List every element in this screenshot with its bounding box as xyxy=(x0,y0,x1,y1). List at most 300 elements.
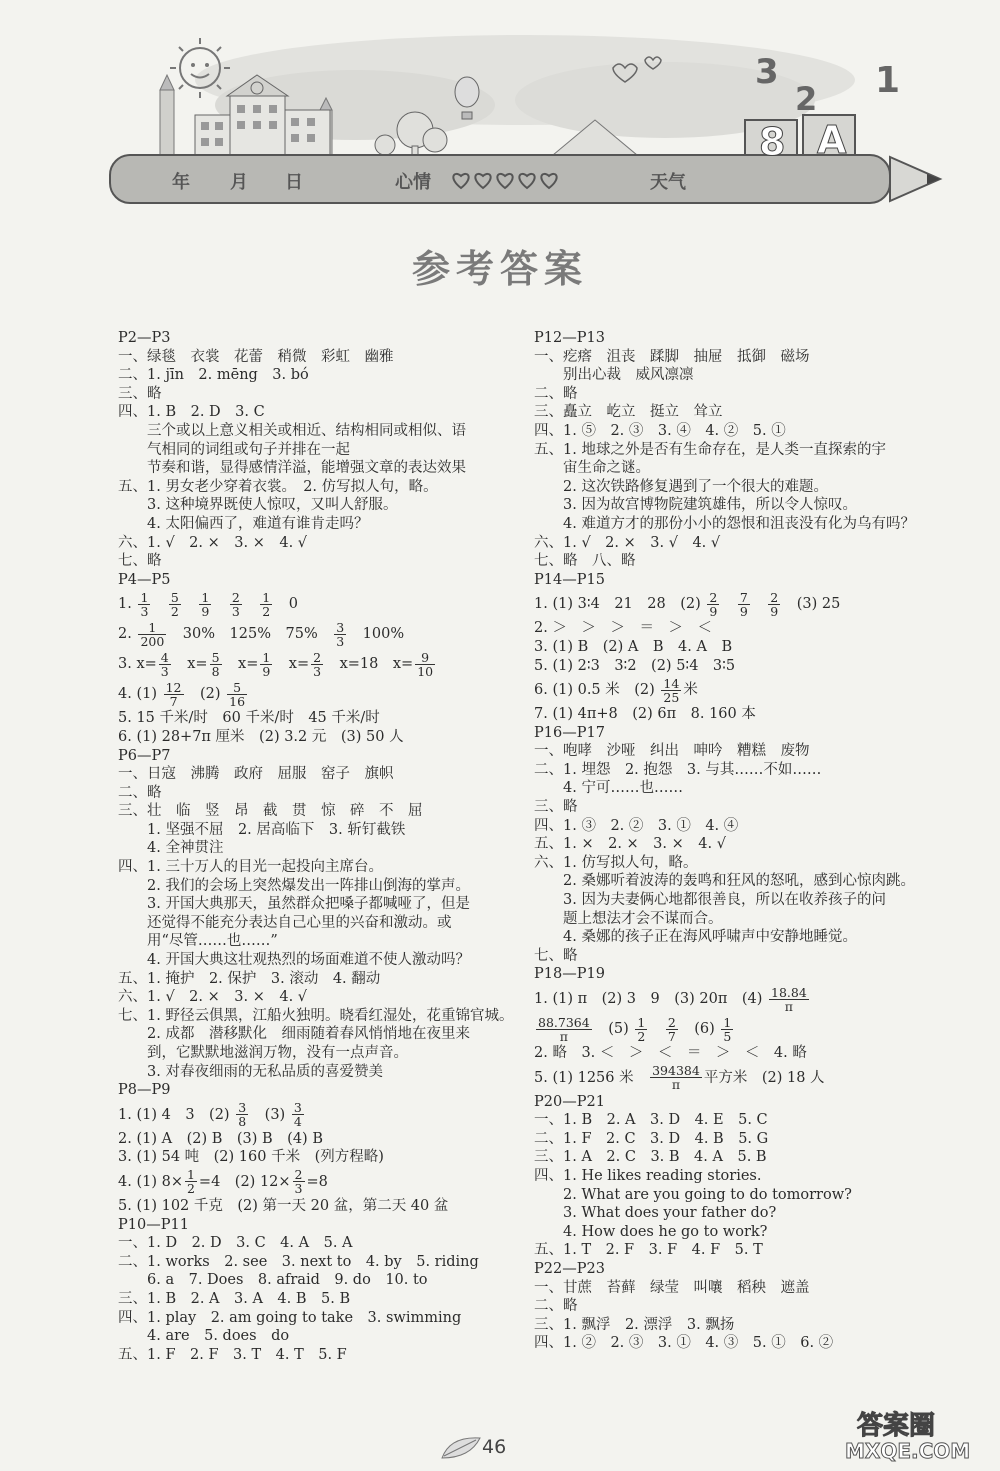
fraction-denominator: 3 xyxy=(160,663,169,679)
answer-text xyxy=(244,596,259,612)
answer-line xyxy=(534,798,954,817)
fraction xyxy=(707,591,719,618)
answer-line xyxy=(534,422,954,441)
answer-text: 2. 略 3. ＜ ＞ ＜ ＝ ＞ ＜ 4. 略 xyxy=(534,1045,807,1061)
fraction-numerator: 3 xyxy=(238,1100,247,1116)
answer-line xyxy=(534,1148,954,1167)
answer-line xyxy=(534,928,954,947)
watermark xyxy=(845,1405,995,1467)
answer-text: 一、绿毯 衣裳 花蕾 稍微 彩虹 幽雅 xyxy=(118,348,394,365)
answer-text: 4. 太阳偏西了，难道有谁肯走吗？ xyxy=(118,515,369,532)
answer-line xyxy=(118,1327,528,1346)
mood-label: 心情 xyxy=(395,172,431,193)
answer-text: x=18 x= xyxy=(325,656,414,673)
answer-text: 四、1. ② 2. ③ 3. ① 4. ③ 5. ① 6. ② xyxy=(534,1335,834,1352)
fraction-denominator: 200 xyxy=(140,633,165,649)
answer-line xyxy=(534,1014,954,1044)
answer-line xyxy=(534,385,954,404)
fraction-numerator: 1 xyxy=(138,621,166,635)
answer-line xyxy=(118,914,528,933)
fraction xyxy=(164,681,184,708)
answer-text: 别出心裁 威风凛凛 xyxy=(534,367,694,384)
answer-text: 三、1. A 2. C 3. B 4. A 5. B xyxy=(534,1149,767,1166)
answer-text: P16—P17 xyxy=(534,724,605,741)
answer-line xyxy=(118,895,528,914)
fraction xyxy=(768,591,780,618)
answer-text xyxy=(152,596,167,612)
answer-text: 1. xyxy=(118,596,137,613)
answer-text: 二、1. F 2. C 3. D 4. B 5. G xyxy=(534,1130,769,1147)
fraction-numerator: 1 xyxy=(637,1014,646,1030)
answer-text: 三、1. B 2. A 3. A 4. B 5. B xyxy=(118,1290,351,1307)
answer-text xyxy=(183,596,198,612)
answer-text: 二、略 xyxy=(118,784,162,801)
answer-line xyxy=(118,459,528,478)
answer-text: P20—P21 xyxy=(534,1093,605,1110)
fraction-denominator: 9 xyxy=(709,603,718,619)
answer-text: 2. xyxy=(118,626,137,643)
answer-text: x= xyxy=(223,656,259,673)
answer-line xyxy=(534,779,954,798)
answer-text xyxy=(721,596,736,612)
answer-line xyxy=(118,1234,528,1253)
answer-text: =4 (2) 12× xyxy=(198,1173,291,1190)
answer-text: 2. What are you going to do tomorrow? xyxy=(534,1186,852,1203)
fraction xyxy=(769,986,809,1013)
answer-text: 4. 桑娜的孩子正在海风呼啸声中安静地睡觉。 xyxy=(534,929,857,946)
fraction-numerator: 2 xyxy=(667,1014,676,1030)
answer-text: 五、1. F 2. F 3. T 4. T 5. F xyxy=(118,1346,347,1363)
fraction-denominator: 3 xyxy=(313,663,322,679)
fraction xyxy=(138,591,150,618)
answer-line xyxy=(118,366,528,385)
answer-text: 2. 我们的会场上突然爆发出一阵排山倒海的掌声。 xyxy=(118,877,470,894)
answer-text: 四、1. play 2. am going to take 3. swimming xyxy=(118,1309,462,1326)
answer-line xyxy=(534,571,954,590)
answer-text xyxy=(213,596,228,612)
page-number: 46 xyxy=(482,1436,507,1458)
answer-line xyxy=(534,1167,954,1186)
answer-text: 五、1. T 2. F 3. F 4. F 5. T xyxy=(534,1242,763,1259)
answer-text xyxy=(752,596,767,612)
answer-text: P18—P19 xyxy=(534,966,605,983)
fraction-numerator: 18.84 xyxy=(771,984,807,1000)
answer-line xyxy=(534,638,954,657)
answer-text: 气相同的词组或句子并排在一起 xyxy=(118,441,350,458)
answer-text: P14—P15 xyxy=(534,571,605,588)
answer-text: (2) xyxy=(185,686,226,703)
answer-line xyxy=(534,1204,954,1223)
answer-text: 五、1. 地球之外是否有生命存在，是人类一直探索的宇 xyxy=(534,441,886,458)
answer-line xyxy=(534,619,954,638)
fraction xyxy=(738,591,750,618)
answer-line xyxy=(534,459,954,478)
answer-text: 4. 开国大典这壮观热烈的场面难道不使人激动吗？ xyxy=(118,952,470,969)
answer-text: 四、1. ⑤ 2. ③ 3. ④ 4. ② 5. ① xyxy=(534,422,786,439)
answer-text: 7. (1) 4π+8 (2) 6π 8. 160 本 xyxy=(534,706,756,723)
fraction xyxy=(311,651,323,678)
answer-text: 用“尽管……也……” xyxy=(118,933,278,950)
answer-text: 六、1. √ 2. × 3. × 4. √ xyxy=(118,534,308,551)
answer-text: 3. 这种境界既使人惊叹，又叫人舒服。 xyxy=(118,497,398,514)
fraction-denominator: 7 xyxy=(667,1028,676,1044)
fraction-denominator: 10 xyxy=(417,663,434,679)
answer-line xyxy=(534,761,954,780)
answer-text: 一、咆哮 沙哑 纠出 呻吟 糟糕 废物 xyxy=(534,743,810,760)
answer-text: 100% xyxy=(348,626,405,643)
answer-text: 三个或以上意义相关或相近、结构相同或相似、语 xyxy=(118,422,466,439)
fraction xyxy=(536,1016,592,1043)
fraction-denominator: 8 xyxy=(238,1114,247,1130)
answer-text: 3. What does your father do? xyxy=(534,1205,777,1222)
fraction-denominator: 3 xyxy=(231,603,240,619)
answer-line xyxy=(534,705,954,724)
page-title: 参考答案 xyxy=(411,247,588,291)
fraction-numerator: 1 xyxy=(262,649,271,665)
fraction-numerator: 1 xyxy=(186,1167,195,1183)
answer-text: 四、1. ③ 2. ② 3. ① 4. ④ xyxy=(534,817,739,834)
answer-line xyxy=(534,1063,954,1093)
answer-text: 还觉得不能充分表达自己心里的兴奋和激动。或 xyxy=(118,914,452,931)
fraction-numerator: 3 xyxy=(293,1100,302,1116)
answer-text: 四、1. B 2. D 3. C xyxy=(118,404,265,421)
answer-line xyxy=(534,589,954,619)
answer-text: 三、1. 飘浮 2. 漂浮 3. 飘扬 xyxy=(534,1316,735,1333)
answer-line xyxy=(118,1271,528,1290)
answer-text: 七、1. 野径云俱黑，江船火独明。晓看红湿处，花重锦官城。 xyxy=(118,1007,514,1024)
answer-text: 2. ＞ ＞ ＞ ＝ ＞ ＜ xyxy=(534,620,712,637)
answer-line xyxy=(118,932,528,951)
fraction-denominator: 5 xyxy=(723,1028,732,1044)
answer-text: 5. 15 千米/时 60 千米/时 45 千米/时 xyxy=(118,710,380,727)
answer-text: 米 xyxy=(683,682,698,699)
fraction-denominator: 2 xyxy=(186,1181,195,1197)
leaf-decoration-icon xyxy=(440,1432,482,1466)
answer-text: 平方米 (2) 18 人 xyxy=(703,1069,825,1086)
month-label: 月 xyxy=(230,172,248,193)
fraction-numerator: 2 xyxy=(709,589,718,605)
fraction-numerator: 9 xyxy=(415,651,435,665)
answer-text: 1. (1) 3∶4 21 28 (2) xyxy=(534,596,706,613)
answer-line xyxy=(118,1309,528,1328)
answer-line xyxy=(118,515,528,534)
answer-line xyxy=(118,1007,528,1026)
answer-text: 三、略 xyxy=(118,385,162,402)
answer-text: P2—P3 xyxy=(118,330,171,346)
answer-line xyxy=(534,872,954,891)
fraction-numerator: 1 xyxy=(201,589,210,605)
answer-line xyxy=(118,747,528,766)
answer-line xyxy=(534,1334,954,1353)
fraction-numerator: 2 xyxy=(770,589,779,605)
answer-text: P4—P5 xyxy=(118,571,171,588)
answer-text: 四、1. 三十万人的目光一起投向主席台。 xyxy=(118,859,383,876)
answer-text: 2. 桑娜听着波涛的轰鸣和狂风的怒吼，感到心惊肉跳。 xyxy=(534,873,915,890)
answer-text: 五、1. 男女老少穿着衣裳。 2. 仿写拟人句，略。 xyxy=(118,478,438,495)
fraction-numerator: 88.7364 xyxy=(538,1014,590,1030)
answer-text: 5. (1) 2∶3 3∶2 (2) 5∶4 3∶5 xyxy=(534,657,736,674)
weather-label: 天气 xyxy=(650,172,686,193)
fraction xyxy=(236,1101,248,1128)
answer-text: 一、日寇 沸腾 政府 屈服 窑子 旗帜 xyxy=(118,766,394,783)
answer-line xyxy=(534,1316,954,1335)
fraction-denominator: π xyxy=(671,1077,681,1093)
answer-text: 七、略 xyxy=(118,553,162,570)
fraction-denominator: 2 xyxy=(262,603,271,619)
answer-line xyxy=(118,552,528,571)
fraction-denominator: π xyxy=(559,1028,568,1044)
answer-text: 3. 因为故宫博物院建筑雄伟，所以令人惊叹。 xyxy=(534,497,857,514)
answer-text: 2. 成都 潜移默化 细雨随着春风悄悄地在夜里来 xyxy=(118,1026,470,1043)
answer-text: 一、1. D 2. D 3. C 4. A 5. A xyxy=(118,1235,353,1252)
watermark-url: MXQE.COM xyxy=(845,1439,971,1463)
fraction xyxy=(650,1064,702,1091)
fraction-numerator: 5 xyxy=(211,649,220,665)
answer-line xyxy=(118,1044,528,1063)
block-number: 8 xyxy=(759,120,786,164)
fraction-denominator: 9 xyxy=(770,603,779,619)
answer-text: 到，它默默地滋润万物，没有一点声音。 xyxy=(118,1045,408,1061)
day-label: 日 xyxy=(285,172,303,193)
answer-line xyxy=(534,478,954,497)
answer-line xyxy=(118,765,528,784)
fraction-numerator: 1 xyxy=(262,589,271,605)
answer-text: 4. (1) xyxy=(118,686,162,703)
answer-text: 4. (1) 8× xyxy=(118,1173,183,1190)
answer-line xyxy=(534,366,954,385)
answer-text: 六、1. √ 2. × 3. × 4. √ xyxy=(118,989,308,1006)
answer-line xyxy=(534,675,954,705)
answer-text: 3. 开国大典那天，虽然群众把嗓子都喊哑了，但是 xyxy=(118,896,470,913)
answer-line xyxy=(118,1148,528,1167)
answer-line xyxy=(534,910,954,929)
answer-line xyxy=(118,877,528,896)
answer-text: 3. 因为夫妻俩心地都很善良，所以在收养孩子的问 xyxy=(534,892,886,909)
answer-line xyxy=(534,947,954,966)
fraction xyxy=(260,651,272,678)
answer-text: 三、矗立 屹立 挺立 耸立 xyxy=(534,404,723,421)
answer-line xyxy=(534,1241,954,1260)
answer-text: 一、甘蔗 苔藓 绿莹 叫嚷 稻秧 遮盖 xyxy=(534,1279,810,1296)
fraction-denominator: 9 xyxy=(201,603,210,619)
answer-line xyxy=(118,589,528,619)
answer-line xyxy=(534,348,954,367)
answer-text: 3. (1) B (2) A B 4. A B xyxy=(534,638,733,655)
fraction xyxy=(666,1016,678,1043)
answer-line xyxy=(118,1290,528,1309)
answer-line xyxy=(118,1130,528,1149)
answer-text: 七、略 xyxy=(534,947,578,964)
fraction-denominator: 9 xyxy=(262,663,271,679)
answer-line xyxy=(534,1111,954,1130)
answer-text: x= xyxy=(274,656,310,673)
answer-line xyxy=(118,951,528,970)
fraction-numerator: 12 xyxy=(165,679,182,695)
fraction-denominator: 9 xyxy=(739,603,748,619)
answer-text: 四、1. He likes reading stories. xyxy=(534,1167,762,1184)
answer-text: 二、略 xyxy=(534,385,578,402)
mood-hearts xyxy=(450,168,560,194)
answer-line xyxy=(118,1100,528,1130)
answer-text: 五、1. 掩护 2. 保护 3. 滚动 4. 翻动 xyxy=(118,970,381,987)
answer-line xyxy=(118,1025,528,1044)
answer-line xyxy=(118,348,528,367)
answer-line xyxy=(534,1260,954,1279)
answer-line xyxy=(534,515,954,534)
fraction xyxy=(199,591,211,618)
fraction-denominator: 2 xyxy=(637,1028,646,1044)
answer-text: P8—P9 xyxy=(118,1082,171,1099)
watermark-glyphs: 答案圈 xyxy=(857,1411,936,1441)
answer-text: 3. 对春夜细雨的无私品质的喜爱赞美 xyxy=(118,1063,383,1080)
answer-line xyxy=(118,784,528,803)
answer-line xyxy=(118,802,528,821)
fraction xyxy=(169,591,181,618)
answer-text: 6. (1) 28+7π 厘米 (2) 3.2 元 (3) 50 人 xyxy=(118,728,404,745)
answer-line xyxy=(534,854,954,873)
sun-icon xyxy=(170,38,230,98)
answer-text: 6. a 7. Does 8. afraid 9. do 10. to xyxy=(118,1272,428,1289)
fraction xyxy=(661,677,681,704)
fraction-denominator: 8 xyxy=(211,663,220,679)
fraction xyxy=(292,1101,304,1128)
answer-line xyxy=(534,552,954,571)
fraction-numerator: 4 xyxy=(160,649,169,665)
answer-column-right xyxy=(534,329,954,1353)
answer-line xyxy=(118,1197,528,1216)
fraction-numerator: 394384 xyxy=(652,1063,700,1079)
fraction xyxy=(260,591,272,618)
answer-text: 七、略 八、略 xyxy=(534,553,636,570)
answer-text: 3. x= xyxy=(118,656,157,673)
answer-text: 宙生命之谜。 xyxy=(534,460,650,477)
answer-line xyxy=(118,422,528,441)
answer-line xyxy=(118,679,528,709)
answer-line xyxy=(534,1044,954,1063)
fraction-denominator: 25 xyxy=(663,689,680,705)
fraction-numerator: 5 xyxy=(170,589,179,605)
answer-line xyxy=(534,403,954,422)
fraction-numerator: 3 xyxy=(336,619,345,635)
answer-line xyxy=(534,496,954,515)
fraction-denominator: 3 xyxy=(294,1181,303,1197)
answer-text: 六、1. 仿写拟人句，略。 xyxy=(534,854,698,871)
fraction-denominator: 16 xyxy=(229,693,246,709)
answer-line xyxy=(534,891,954,910)
answer-text: 一、1. B 2. A 3. D 4. E 5. C xyxy=(534,1112,768,1129)
answer-line xyxy=(534,742,954,761)
answer-line xyxy=(118,534,528,553)
answer-line xyxy=(118,821,528,840)
fraction-numerator: 5 xyxy=(227,681,247,695)
fraction-denominator: 4 xyxy=(293,1114,302,1130)
answer-text: 1. (1) π (2) 3 9 (3) 20π (4) xyxy=(534,991,767,1007)
fraction-denominator: 7 xyxy=(169,693,178,709)
answer-line xyxy=(118,1253,528,1272)
answer-line xyxy=(534,984,954,1014)
answer-text: 六、1. √ 2. × 3. √ 4. √ xyxy=(534,534,721,551)
answer-text: 4. 宁可……也…… xyxy=(534,780,683,797)
answer-text: 二、1. jīn 2. mēng 3. bó xyxy=(118,367,309,384)
answer-line xyxy=(534,1186,954,1205)
answer-text: 1. 坚强不屈 2. 居高临下 3. 斩钉截铁 xyxy=(118,821,406,838)
fraction xyxy=(185,1168,197,1195)
answer-line xyxy=(534,1297,954,1316)
fraction-denominator: π xyxy=(784,998,793,1014)
answer-line xyxy=(118,441,528,460)
answer-line xyxy=(118,649,528,679)
answer-line xyxy=(118,1063,528,1082)
answer-text: 5. (1) 102 千克 (2) 第一天 20 盆，第二天 40 盆 xyxy=(118,1197,449,1214)
fraction xyxy=(210,651,222,678)
number-2: 2 xyxy=(795,80,818,118)
answer-line xyxy=(118,1216,528,1235)
answer-text: 4. are 5. does do xyxy=(118,1328,290,1345)
answer-line xyxy=(534,1223,954,1242)
answer-line xyxy=(534,965,954,984)
answer-text: x= xyxy=(172,656,208,673)
answer-text: 五、1. × 2. × 3. × 4. √ xyxy=(534,836,726,853)
answer-line xyxy=(534,817,954,836)
answer-line xyxy=(118,709,528,728)
answer-line xyxy=(118,988,528,1007)
fraction-numerator: 1 xyxy=(140,589,149,605)
answer-text: 2. (1) A (2) B (3) B (4) B xyxy=(118,1130,323,1147)
answer-line xyxy=(118,571,528,590)
fraction xyxy=(334,621,346,648)
answer-text: 6. (1) 0.5 米 (2) xyxy=(534,682,660,699)
answer-text: 三、略 xyxy=(534,799,578,816)
fraction xyxy=(635,1016,647,1043)
answer-text: 二、略 xyxy=(534,1298,578,1315)
answer-line xyxy=(534,1279,954,1298)
answer-text: 一、疙瘩 沮丧 蹂脚 抽屉 抵御 磁场 xyxy=(534,348,810,365)
pencil-left-icon xyxy=(160,75,174,160)
fraction-numerator: 2 xyxy=(313,649,322,665)
answer-text: 节奏和谐，显得感情洋溢，能增强文章的表达效果 xyxy=(118,460,466,477)
answer-line xyxy=(534,835,954,854)
answer-text: 4. 全神贯注 xyxy=(118,840,224,857)
fraction xyxy=(230,591,242,618)
answer-text: 2. 这次铁路修复遇到了一个很大的难题。 xyxy=(534,478,828,495)
number-3: 3 xyxy=(755,52,779,92)
answer-line xyxy=(534,724,954,743)
answer-line xyxy=(118,1346,528,1365)
answer-text: P22—P23 xyxy=(534,1260,605,1277)
answer-line xyxy=(118,728,528,747)
answer-text: (6) xyxy=(679,1021,720,1037)
fraction-denominator: 3 xyxy=(336,633,345,649)
answer-text: (3) 25 xyxy=(782,596,841,613)
answer-line xyxy=(118,478,528,497)
answer-line xyxy=(118,839,528,858)
answer-text: 30% 125% 75% xyxy=(168,626,333,643)
fraction xyxy=(227,681,247,708)
answer-line xyxy=(534,441,954,460)
fraction xyxy=(721,1016,733,1043)
answer-line xyxy=(118,1081,528,1100)
answer-text: 4. 难道方才的那份小小的怨恨和沮丧没有化为乌有吗？ xyxy=(534,515,915,532)
answer-line xyxy=(118,403,528,422)
fraction xyxy=(138,621,166,648)
answer-text: P6—P7 xyxy=(118,747,171,764)
fraction-numerator: 2 xyxy=(294,1167,303,1183)
answer-text: 三、壮 临 竖 昂 截 贯 惊 碎 不 屈 xyxy=(118,803,423,820)
heart-icon xyxy=(453,174,556,188)
answer-text: 0 xyxy=(274,596,298,613)
answer-line xyxy=(118,329,528,348)
fraction-numerator: 7 xyxy=(739,589,748,605)
